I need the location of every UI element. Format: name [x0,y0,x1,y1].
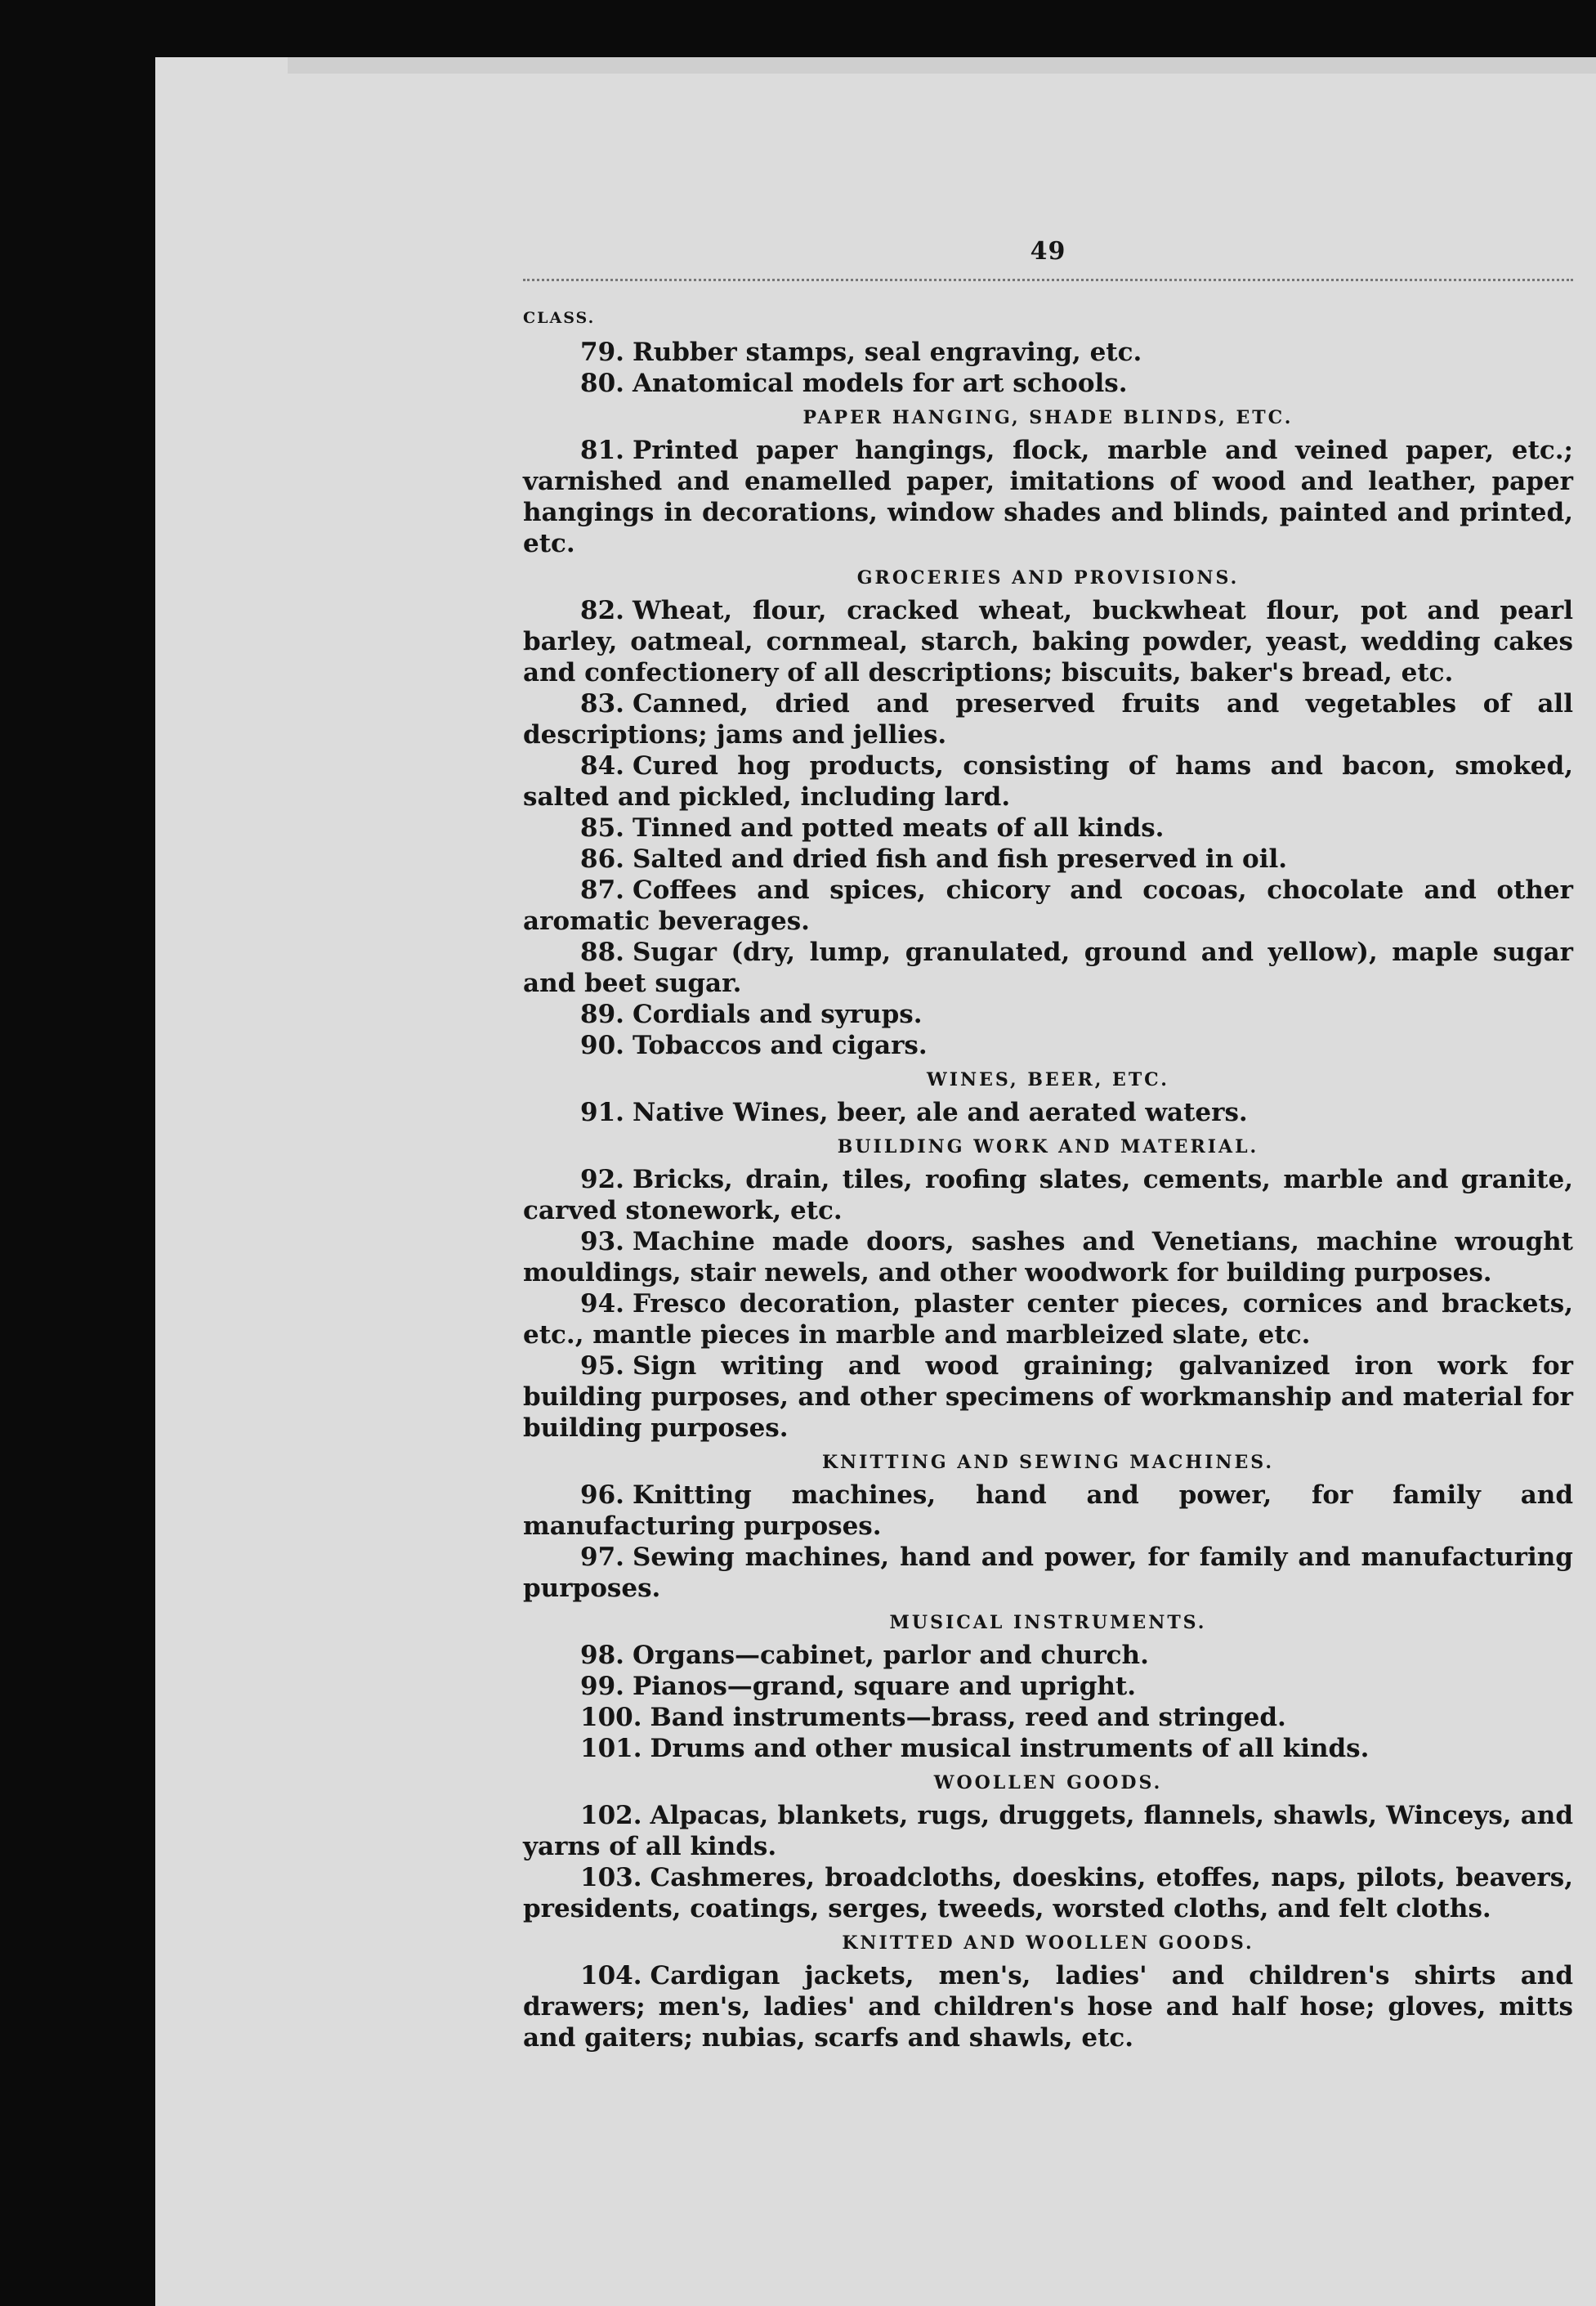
item-text: Rubber stamps, seal engraving, etc. [632,338,1142,367]
catalogue-item [523,1480,1573,1542]
catalogue-item [523,813,1573,844]
item-text: Printed paper hangings, flock, marble and veined paper, etc.; varnished and enamelled paper, imitations of wood and leather, paper hangings in decorations, window shades and blinds, painted and printed, etc. [523,436,1573,558]
item-text: Anatomical models for art schools. [632,369,1128,398]
item-text: Cardigan jackets, men's, ladies' and children's shirts and drawers; men's, ladies' and children's hose and half hose; gloves, mitts and gaiters; nubias, scarfs and shawls, etc. [523,1961,1573,2053]
item-text: Pianos—grand, square and upright. [632,1672,1137,1701]
item-text: Salted and dried fish and fish preserved in oil. [632,844,1288,874]
catalogue-item [523,1350,1573,1444]
item-text: Canned, dried and preserved fruits and vegetables of all descriptions; jams and jellies. [523,689,1573,750]
header-rule [523,279,1573,281]
item-text: Cured hog products, consisting of hams and bacon, smoked, salted and pickled, including lard. [523,751,1573,812]
item-number: 83. [580,689,624,719]
item-number: 91. [580,1098,624,1127]
page-top-margin [288,57,1596,74]
item-text: Band instruments—brass, reed and stringed. [650,1703,1286,1732]
catalogue-item [523,999,1573,1030]
item-number: 82. [580,596,624,625]
section-heading: PAPER HANGING, SHADE BLINDS, ETC. [802,407,1294,428]
catalogue-item [523,1671,1573,1702]
section-heading: GROCERIES AND PROVISIONS. [856,567,1240,589]
item-text: Fresco decoration, plaster center pieces, cornices and brackets, etc., mantle pieces in marble and marbleized slate, etc. [523,1289,1573,1350]
item-text: Bricks, drain, tiles, roofing slates, cements, marble and granite, carved stonework, etc. [523,1165,1573,1225]
item-number: 79. [580,338,624,367]
catalogue-item [523,1702,1573,1733]
item-number: 88. [580,938,624,967]
item-number: 92. [580,1165,624,1194]
item-number: 95. [580,1351,624,1381]
catalogue-sections [523,337,1573,2053]
item-number: 85. [580,813,624,843]
item-text: Wheat, flour, cracked wheat, buckwheat flour, pot and pearl barley, oatmeal, cornmeal, starch, baking powder, yeast, wedding cakes and confectionery of all descriptions; biscuits, baker's bread, etc. [523,596,1573,687]
item-number: 102. [580,1801,642,1830]
item-number: 89. [580,1000,624,1029]
section-heading: KNITTING AND SEWING MACHINES. [821,1452,1275,1473]
catalogue-item [523,1733,1573,1764]
catalogue-item [523,1226,1573,1288]
item-number: 101. [580,1734,642,1763]
item-number: 104. [580,1961,642,1990]
item-number: 100. [580,1703,642,1732]
item-text: Cashmeres, broadcloths, doeskins, etoffes, naps, pilots, beavers, presidents, coatings, serges, tweeds, worsted cloths, and felt cloths. [523,1863,1573,1923]
section-heading: KNITTED AND WOOLLEN GOODS. [842,1932,1254,1954]
item-number: 87. [580,875,624,905]
item-number: 80. [580,369,624,398]
item-text: Machine made doors, sashes and Venetians, machine wrought mouldings, stair newels, and other woodwork for building purposes. [523,1227,1573,1287]
item-text: Knitting machines, hand and power, for family and manufacturing purposes. [523,1480,1573,1541]
section-heading: BUILDING WORK AND MATERIAL. [837,1136,1259,1157]
item-text: Drums and other musical instruments of all kinds. [650,1734,1370,1763]
catalogue-item [523,875,1573,937]
item-text: Cordials and syrups. [632,1000,923,1029]
catalogue-item [523,368,1573,399]
catalogue-item [523,1800,1573,1862]
page-number: 49 [1030,237,1066,266]
catalogue-item [523,688,1573,750]
item-text: Tinned and potted meats of all kinds. [632,813,1165,843]
item-number: 94. [580,1289,624,1319]
item-text: Alpacas, blankets, rugs, druggets, flannels, shawls, Winceys, and yarns of all kinds. [523,1801,1573,1861]
item-number: 81. [580,436,624,465]
item-number: 97. [580,1543,624,1572]
item-text: Sugar (dry, lump, granulated, ground and yellow), maple sugar and beet sugar. [523,938,1573,998]
catalogue-item [523,1542,1573,1604]
catalogue-item [523,1164,1573,1226]
item-number: 84. [580,751,624,781]
item-text: Native Wines, beer, ale and aerated waters. [632,1098,1248,1127]
catalogue-item [523,750,1573,813]
catalogue-item [523,1640,1573,1671]
item-text: Sewing machines, hand and power, for family and manufacturing purposes. [523,1543,1573,1603]
catalogue-item [523,435,1573,559]
catalogue-item [523,844,1573,875]
item-number: 93. [580,1227,624,1256]
section-heading: MUSICAL INSTRUMENTS. [889,1612,1207,1633]
catalogue-item [523,937,1573,999]
catalogue-item [523,1862,1573,1924]
class-label: CLASS. [523,309,596,327]
catalogue-item [523,1030,1573,1061]
section-heading: WOOLLEN GOODS. [933,1772,1163,1793]
item-number: 99. [580,1672,624,1701]
item-number: 90. [580,1031,624,1060]
item-number: 98. [580,1641,624,1670]
item-text: Coffees and spices, chicory and cocoas, chocolate and other aromatic beverages. [523,875,1573,936]
section-heading: WINES, BEER, ETC. [927,1069,1169,1090]
item-number: 86. [580,844,624,874]
page-content [523,237,1573,2053]
item-text: Sign writing and wood graining; galvanized iron work for building purposes, and other specimens of workmanship and material for building purposes. [523,1351,1573,1443]
item-number: 103. [580,1863,642,1892]
catalogue-item [523,337,1573,368]
catalogue-item [523,1288,1573,1350]
catalogue-item [523,1960,1573,2053]
catalogue-item [523,1097,1573,1128]
item-number: 96. [580,1480,624,1510]
catalogue-item [523,595,1573,688]
item-text: Organs—cabinet, parlor and church. [632,1641,1149,1670]
item-text: Tobaccos and cigars. [632,1031,928,1060]
